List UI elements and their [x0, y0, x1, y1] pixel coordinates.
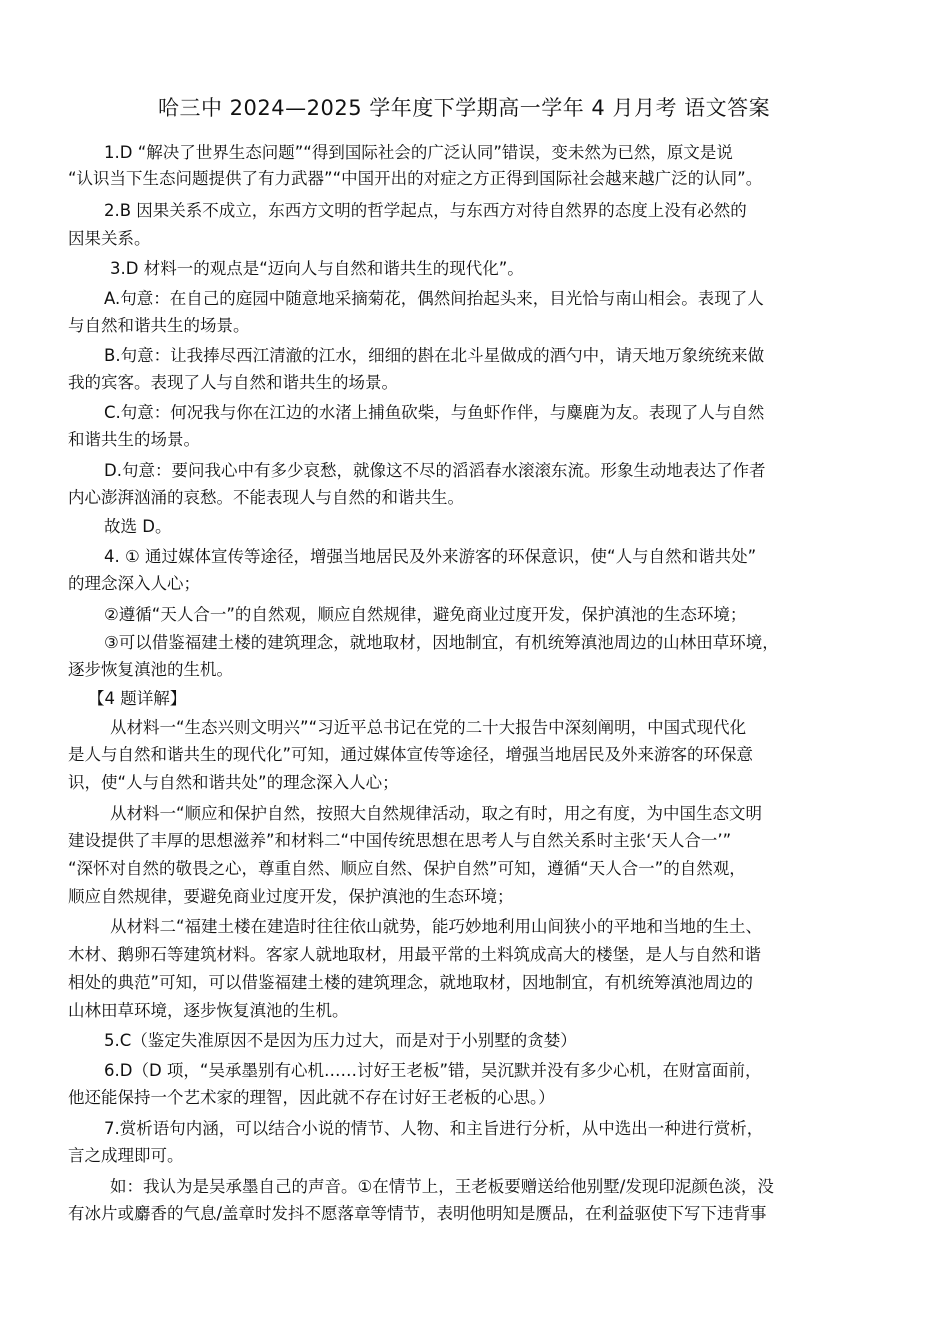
text-line: ③可以借鉴福建土楼的建筑理念，就地取材，因地制宜，有机统筹滇池周边的山林田草环境，	[104, 633, 779, 652]
text-line: 与自然和谐共生的场景。	[68, 316, 250, 335]
text-line: ②遵循“天人合一”的自然观，顺应自然规律，避免商业过度开发，保护滇池的生态环境；	[104, 605, 747, 624]
text-line: 和谐共生的场景。	[68, 430, 200, 449]
text-line: D.句意：要问我心中有多少哀愁，就像这不尽的滔滔春水滚滚东流。形象生动地表达了作者	[104, 461, 766, 480]
text-line: 从材料二“福建土楼在建造时往往依山就势，能巧妙地利用山间狭小的平地和当地的生土、	[110, 917, 763, 936]
text-line: C.句意：何况我与你在江边的水渚上捕鱼砍柴，与鱼虾作伴，与麋鹿为友。表现了人与自然	[104, 403, 765, 422]
text-line: 因果关系。	[68, 229, 151, 248]
text-line: 相处的典范”可知，可以借鉴福建土楼的建筑理念，就地取材，因地制宜，有机统筹滇池周边的	[68, 973, 754, 992]
text-line: 从材料一“顺应和保护自然，按照大自然规律活动，取之有时，用之有度，为中国生态文明	[110, 804, 763, 823]
text-line: 5.C（鉴定失准原因不是因为压力过大，而是对于小别墅的贪婪）	[104, 1031, 577, 1050]
text-line: 是人与自然和谐共生的现代化”可知，通过媒体宣传等途径，增强当地居民及外来游客的环保意	[68, 745, 754, 764]
text-line: 2.B 因果关系不成立，东西方文明的哲学起点，与东西方对待自然界的态度上没有必然的	[104, 201, 747, 220]
text-line: 4. ① 通过媒体宣传等途径，增强当地居民及外来游客的环保意识，使“人与自然和谐共处”	[104, 547, 757, 566]
text-line: 1.D “解决了世界生态问题”“得到国际社会的广泛认同”错误，变未然为已然，原文是说	[104, 143, 733, 162]
text-line: A.句意：在自己的庭园中随意地采摘菊花，偶然间抬起头来，目光恰与南山相会。表现了人	[104, 289, 764, 308]
text-line: B.句意：让我捧尽西江清澈的江水，细细的斟在北斗星做成的酒勺中，请天地万象统统来做	[104, 346, 765, 365]
text-line: 逐步恢复滇池的生机。	[68, 660, 233, 679]
text-line: 3.D 材料一的观点是“迈向人与自然和谐共生的现代化”。	[110, 259, 524, 278]
text-line: 木材、鹅卵石等建筑材料。客家人就地取材，用最平常的土料筑成高大的楼堡，是人与自然和谐	[68, 945, 761, 964]
text-line: 从材料一“生态兴则文明兴”“习近平总书记在党的二十大报告中深刻阐明，中国式现代化	[110, 718, 747, 737]
text-line: 识，使“人与自然和谐共处”的理念深入人心；	[68, 773, 399, 792]
text-line: 如：我认为是吴承墨自己的声音。①在情节上，王老板要赠送给他别墅/发现印泥颜色淡，没	[110, 1177, 774, 1196]
text-line: 我的宾客。表现了人与自然和谐共生的场景。	[68, 373, 398, 392]
document-title: 哈三中 2024—2025 学年度下学期高一学年 4 月月考 语文答案	[158, 96, 771, 120]
text-line: 他还能保持一个艺术家的理智，因此就不存在讨好王老板的心思。）	[68, 1088, 555, 1107]
text-line: 7.赏析语句内涵，可以结合小说的情节、人物、和主旨进行分析，从中选出一种进行赏析，	[104, 1119, 764, 1138]
text-line: 内心澎湃汹涌的哀愁。不能表现人与自然的和谐共生。	[68, 488, 464, 507]
text-line: “认识当下生态问题提供了有力武器”“中国开出的对症之方正得到国际社会越来越广泛的认同”。	[68, 169, 763, 188]
text-line: 6.D（D 项，“吴承墨别有心机……讨好王老板”错，吴沉默并没有多少心机，在财富面前，	[104, 1061, 762, 1080]
section-heading: 【4 题详解】	[88, 689, 187, 708]
text-line: 言之成理即可。	[68, 1146, 184, 1165]
text-line: 建设提供了丰厚的思想滋养”和材料二“中国传统思想在思考人与自然关系时主张‘天人合一’”	[68, 831, 732, 850]
text-line: 有冰片或麝香的气息/盖章时发抖不愿落章等情节，表明他明知是赝品，在利益驱使下写下违背事	[68, 1204, 767, 1223]
text-line: 故选 D。	[104, 517, 172, 536]
text-line: 的理念深入人心；	[68, 574, 200, 593]
text-line: 顺应自然规律，要避免商业过度开发，保护滇池的生态环境；	[68, 887, 514, 906]
text-line: “深怀对自然的敬畏之心，尊重自然、顺应自然、保护自然”可知，遵循“天人合一”的自然观，	[68, 859, 746, 878]
text-line: 山林田草环境，逐步恢复滇池的生机。	[68, 1001, 349, 1020]
